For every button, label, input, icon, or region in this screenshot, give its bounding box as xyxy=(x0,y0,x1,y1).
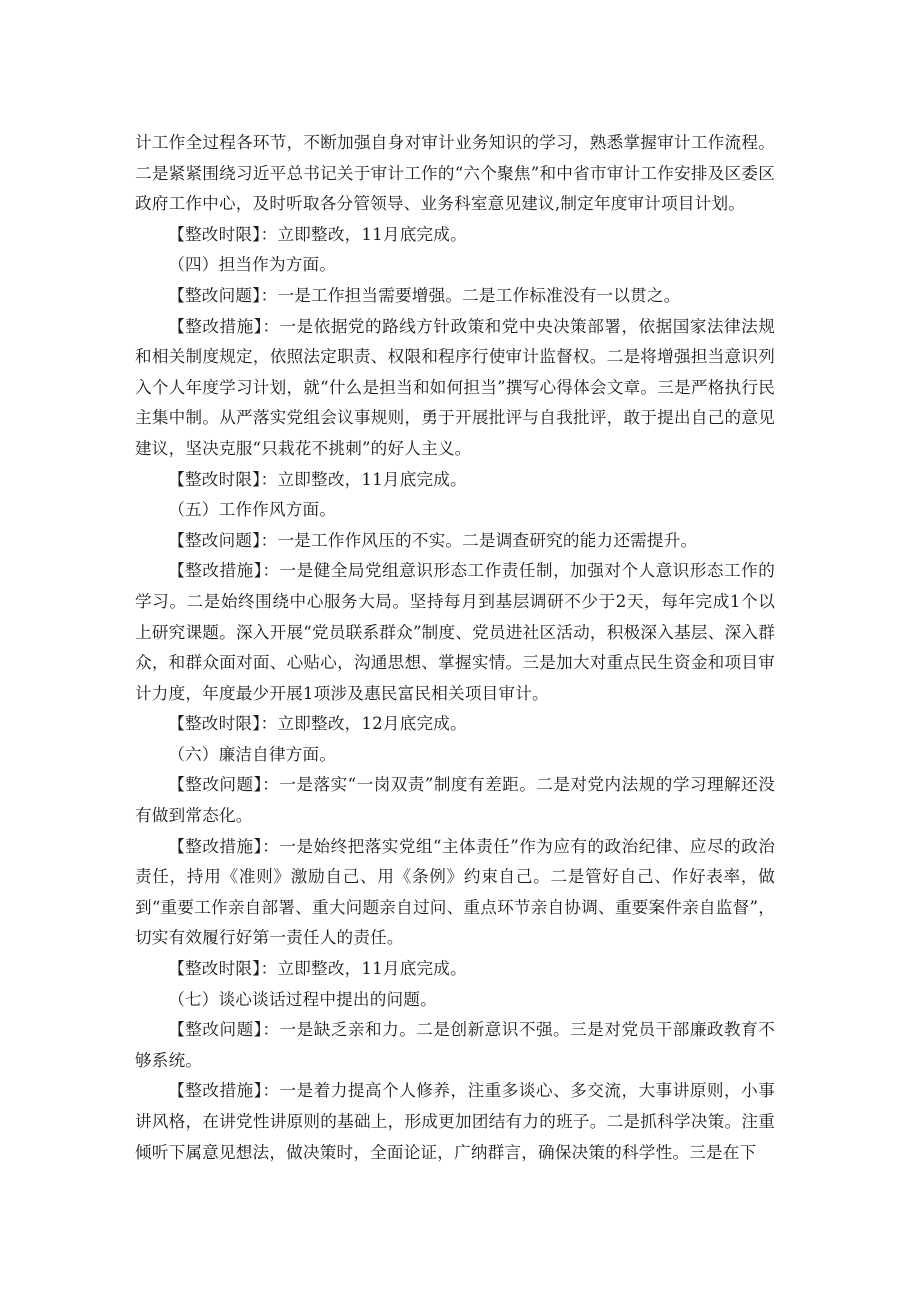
paragraph-measures: 【整改措施】：一是始终把落实党组“主体责任”作为应有的政治纪律、应尽的政治责任，持用《准则》激励自己、用《条例》约束自己。二是管好自己、作好表率，做到“重要工作亲自部署、重大问题亲自过问、重点环节亲自协调、重要案件亲自监督”，切实有效履行好第一责任人的责任。 xyxy=(135,836,775,948)
paragraph-problem: 【整改问题】：一是缺乏亲和力。二是创新意识不强。三是对党员干部廉政教育不够系统。 xyxy=(135,1020,775,1070)
section-heading-5: （五）工作作风方面。 xyxy=(168,500,337,520)
paragraph-measures: 【整改措施】：一是依据党的路线方针政策和党中央决策部署，依据国家法律法规和相关制度规定，依照法定职责、权限和程序行使审计监督权。二是将增强担当意识列入个人年度学习计划，就“什么是担当和如何担当”撰写心得体会文章。三是严格执行民主集中制。从严落实党组会议事规则，勇于开展批评与自我批评，敢于提出自己的意见建议，坚决克服“只栽花不挑刺”的好人主义。 xyxy=(135,316,775,458)
paragraph-deadline: 【整改时限】：立即整改，11月底完成。 xyxy=(168,469,467,489)
section-heading-6: （六）廉洁自律方面。 xyxy=(168,744,337,764)
section-heading-7: （七）谈心谈话过程中提出的问题。 xyxy=(168,989,437,1009)
paragraph-measures: 【整改措施】：一是健全局党组意识形态工作责任制，加强对个人意识形态工作的学习。二是始终围绕中心服务大局。坚持每月到基层调研不少于2天，每年完成1个以上研究课题。深入开展“党员联系群众”制度、党员进社区活动，积极深入基层、深入群众，和群众面对面、心贴心，沟通思想、掌握实情。三是加大对重点民生资金和项目审计力度，年度最少开展1项涉及惠民富民相关项目审计。 xyxy=(135,561,775,703)
document-body xyxy=(135,128,775,1168)
paragraph-problem: 【整改问题】：一是落实“一岗双责”制度有差距。二是对党内法规的学习理解还没有做到常态化。 xyxy=(135,775,775,826)
paragraph-problem: 【整改问题】：一是工作担当需要增强。二是工作标准没有一以贯之。 xyxy=(168,285,681,305)
paragraph-continued-measures: 计工作全过程各环节，不断加强自身对审计业务知识的学习，熟悉掌握审计工作流程。二是紧紧围绕习近平总书记关于审计工作的“六个聚焦”和中省市审计工作安排及区委区政府工作中心，及时听取各分管领导、业务科室意见建议,制定年度审计项目计划。 xyxy=(135,133,775,214)
paragraph-measures: 【整改措施】：一是着力提高个人修养，注重多谈心、多交流，大事讲原则，小事讲风格，在讲党性讲原则的基础上，形成更加团结有力的班子。二是抓科学决策。注重倾听下属意见想法，做决策时，全面论证，广纳群言，确保决策的科学性。三是在下 xyxy=(135,1081,775,1162)
paragraph-deadline: 【整改时限】：立即整改，11月底完成。 xyxy=(168,224,467,244)
section-heading-4: （四）担当作为方面。 xyxy=(168,255,337,275)
paragraph-problem: 【整改问题】：一是工作作风压的不实。二是调查研究的能力还需提升。 xyxy=(168,530,698,550)
paragraph-deadline: 【整改时限】：立即整改，11月底完成。 xyxy=(168,959,467,979)
paragraph-deadline: 【整改时限】：立即整改，12月底完成。 xyxy=(168,714,467,734)
